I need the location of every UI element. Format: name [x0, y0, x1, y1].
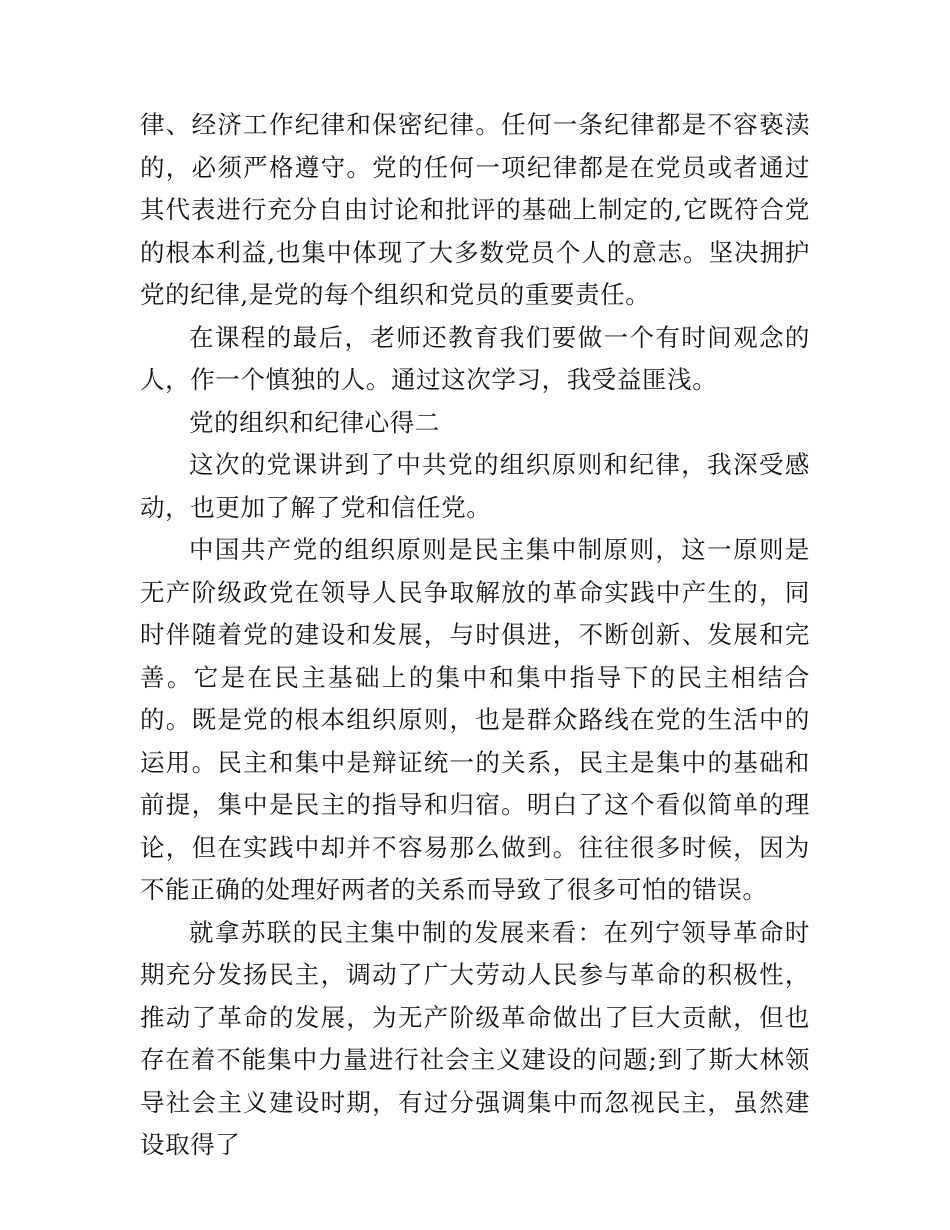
section-heading: 党的组织和纪律心得二 — [189, 407, 440, 437]
paragraph-discipline-continuation: 律、经济工作纪律和保密纪律。任何一条纪律都是不容亵渎的，必须严格遵守。党的任何一项纪律都是在党员或者通过其代表进行充分自由讨论和批评的基础上制定的,它既符合党的根本利益,也集中体现了大多数党员个人的意志。坚决拥护党的纪律,是党的每个组织和党员的重要责任。 — [140, 110, 810, 309]
paragraph-intro: 这次的党课讲到了中共党的组织原则和纪律，我深受感动，也更加了解了党和信任党。 — [140, 450, 810, 522]
paragraph-soviet-example: 就拿苏联的民主集中制的发展来看：在列宁领导革命时期充分发扬民主，调动了广大劳动人民参与革命的积极性，推动了革命的发展，为无产阶级革命做出了巨大贡献，但也存在着不能集中力量进行社会主义建设的问题;到了斯大林领导社会主义建设时期，有过分强调集中而忽视民主，虽然建设取得了 — [140, 917, 810, 1159]
paragraph-course-conclusion: 在课程的最后，老师还教育我们要做一个有时间观念的人，作一个慎独的人。通过这次学习，我受益匪浅。 — [140, 322, 810, 394]
document-body — [140, 104, 810, 1167]
paragraph-democratic-centralism: 中国共产党的组织原则是民主集中制原则，这一原则是无产阶级政党在领导人民争取解放的革命实践中产生的，同时伴随着党的建设和发展，与时俱进，不断创新、发展和完善。它是在民主基础上的集中和集中指导下的民主相结合的。既是党的根本组织原则，也是群众路线在党的生活中的运用。民主和集中是辩证统一的关系，民主是集中的基础和前提，集中是民主的指导和归宿。明白了这个看似简单的理论，但在实践中却并不容易那么做到。往往很多时候，因为不能正确的处理好两者的关系而导致了很多可怕的错误。 — [140, 535, 810, 904]
